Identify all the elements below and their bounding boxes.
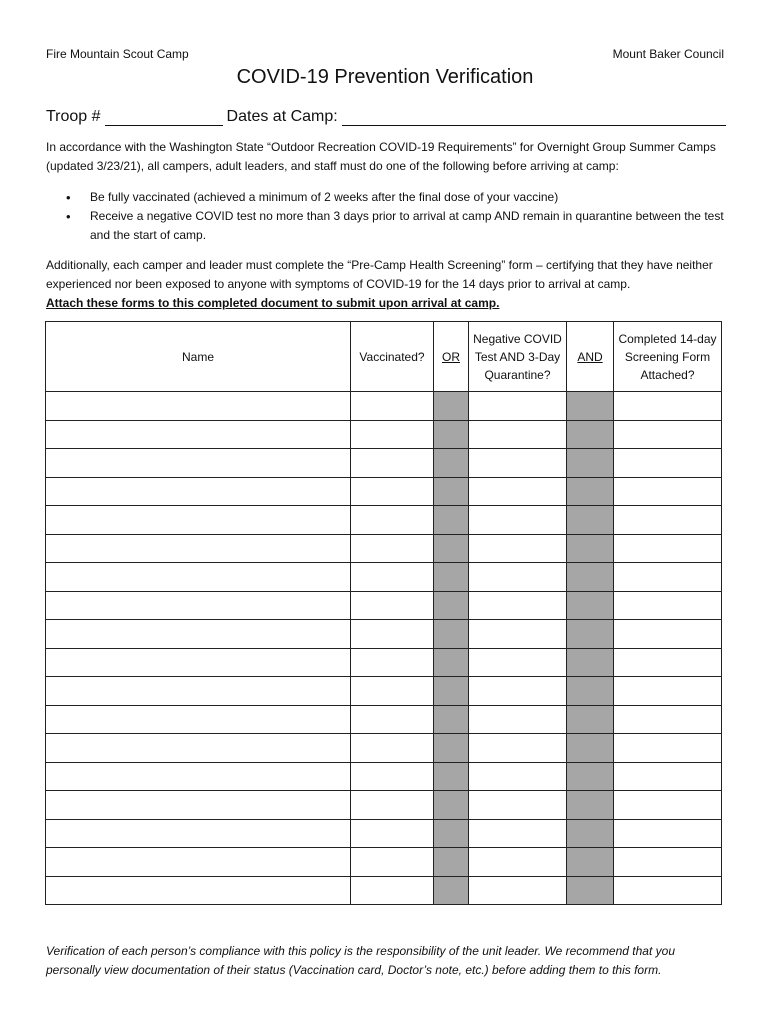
and-separator (567, 762, 614, 791)
and-separator (567, 705, 614, 734)
table-row (46, 705, 722, 734)
negative-test-cell[interactable] (469, 734, 567, 763)
name-cell[interactable] (46, 876, 351, 905)
screening-cell[interactable] (614, 791, 722, 820)
negative-test-cell[interactable] (469, 392, 567, 421)
name-cell[interactable] (46, 477, 351, 506)
name-cell[interactable] (46, 620, 351, 649)
negative-test-cell[interactable] (469, 648, 567, 677)
or-separator (434, 762, 469, 791)
name-cell[interactable] (46, 563, 351, 592)
list-item: • Be fully vaccinated (achieved a minimum of 2 weeks after the final dose of your vaccine) (66, 188, 726, 207)
negative-test-cell[interactable] (469, 591, 567, 620)
and-separator (567, 534, 614, 563)
or-separator (434, 534, 469, 563)
name-cell[interactable] (46, 449, 351, 478)
vaccinated-cell[interactable] (351, 620, 434, 649)
camp-name: Fire Mountain Scout Camp (46, 47, 189, 61)
name-cell[interactable] (46, 648, 351, 677)
and-separator (567, 449, 614, 478)
vaccinated-cell[interactable] (351, 677, 434, 706)
vaccinated-cell[interactable] (351, 392, 434, 421)
vaccinated-cell[interactable] (351, 534, 434, 563)
screening-cell[interactable] (614, 848, 722, 877)
and-separator (567, 791, 614, 820)
or-separator (434, 848, 469, 877)
verification-table (45, 321, 722, 905)
name-cell[interactable] (46, 819, 351, 848)
list-item: • Receive a negative COVID test no more than 3 days prior to arrival at camp AND remain in quarantine between the test and the start of camp. (66, 207, 726, 245)
negative-test-cell[interactable] (469, 705, 567, 734)
vaccinated-cell[interactable] (351, 477, 434, 506)
additional-text: Additionally, each camper and leader must complete the “Pre-Camp Health Screening” form – certifying that they have neither experienced nor been exposed to anyone with symptoms of COVID-19 for the 14 days prior to arrival at camp. (46, 258, 713, 291)
or-separator (434, 392, 469, 421)
table-row (46, 734, 722, 763)
screening-cell[interactable] (614, 534, 722, 563)
table-row (46, 762, 722, 791)
table-row (46, 677, 722, 706)
name-cell[interactable] (46, 791, 351, 820)
table-row (46, 791, 722, 820)
name-cell[interactable] (46, 392, 351, 421)
negative-test-cell[interactable] (469, 791, 567, 820)
vaccinated-cell[interactable] (351, 791, 434, 820)
screening-header: Completed 14-day Screening Form Attached? (614, 322, 722, 392)
footer-note: Verification of each person’s compliance with this policy is the responsibility of the unit leader. We recommend that you personally view documentation of their status (Vaccination card, Doctor’s note, etc.) before adding them to this form. (46, 944, 675, 977)
vaccinated-cell[interactable] (351, 506, 434, 535)
table-row (46, 477, 722, 506)
negative-test-cell[interactable] (469, 677, 567, 706)
negative-test-cell[interactable] (469, 620, 567, 649)
negative-test-cell[interactable] (469, 506, 567, 535)
table-row (46, 648, 722, 677)
screening-cell[interactable] (614, 449, 722, 478)
table-row (46, 620, 722, 649)
attach-note: Attach these forms to this completed document to submit upon arrival at camp. (46, 296, 500, 310)
intro-paragraph: In accordance with the Washington State “Outdoor Recreation COVID-19 Requirements” for Overnight Group Summer Camps (updated 3/23/21), all campers, adult leaders, and staff must do one of the following before arriving at camp: (46, 140, 716, 173)
vaccinated-header: Vaccinated? (351, 322, 434, 392)
and-separator (567, 506, 614, 535)
troop-label: Troop # (46, 108, 101, 125)
vaccinated-cell[interactable] (351, 705, 434, 734)
additional-paragraph (46, 256, 726, 313)
and-header: AND (567, 322, 614, 392)
and-separator (567, 848, 614, 877)
negative-test-cell[interactable] (469, 534, 567, 563)
screening-cell[interactable] (614, 591, 722, 620)
vaccinated-cell[interactable] (351, 449, 434, 478)
and-separator (567, 876, 614, 905)
screening-cell[interactable] (614, 620, 722, 649)
dates-label: Dates at Camp: (226, 108, 338, 125)
screening-cell[interactable] (614, 705, 722, 734)
and-separator (567, 563, 614, 592)
and-separator (567, 591, 614, 620)
screening-cell[interactable] (614, 648, 722, 677)
or-separator (434, 620, 469, 649)
screening-cell[interactable] (614, 677, 722, 706)
dates-at-camp-field[interactable] (342, 110, 726, 126)
name-header: Name (46, 322, 351, 392)
or-separator (434, 677, 469, 706)
table-row (46, 392, 722, 421)
negative-test-header: Negative COVID Test AND 3-Day Quarantine? (469, 322, 567, 392)
requirement-list (66, 188, 726, 245)
table-body (46, 392, 722, 905)
and-separator (567, 819, 614, 848)
or-header: OR (434, 322, 469, 392)
vaccinated-cell[interactable] (351, 420, 434, 449)
and-separator (567, 477, 614, 506)
or-separator (434, 819, 469, 848)
or-separator (434, 791, 469, 820)
or-separator (434, 420, 469, 449)
vaccinated-cell[interactable] (351, 591, 434, 620)
and-separator (567, 677, 614, 706)
or-separator (434, 591, 469, 620)
or-separator (434, 734, 469, 763)
negative-test-cell[interactable] (469, 477, 567, 506)
name-cell[interactable] (46, 591, 351, 620)
or-separator (434, 477, 469, 506)
name-cell[interactable] (46, 848, 351, 877)
screening-cell[interactable] (614, 563, 722, 592)
or-separator (434, 705, 469, 734)
table-row (46, 876, 722, 905)
negative-test-cell[interactable] (469, 420, 567, 449)
or-separator (434, 876, 469, 905)
screening-cell[interactable] (614, 392, 722, 421)
name-cell[interactable] (46, 677, 351, 706)
or-separator (434, 506, 469, 535)
negative-test-cell[interactable] (469, 563, 567, 592)
name-cell[interactable] (46, 762, 351, 791)
table-row (46, 506, 722, 535)
table-row (46, 420, 722, 449)
screening-cell[interactable] (614, 876, 722, 905)
vaccinated-cell[interactable] (351, 848, 434, 877)
screening-cell[interactable] (614, 477, 722, 506)
troop-number-field[interactable] (105, 110, 223, 126)
troop-dates-line (46, 108, 726, 126)
table-row (46, 563, 722, 592)
vaccinated-cell[interactable] (351, 876, 434, 905)
screening-cell[interactable] (614, 762, 722, 791)
vaccinated-cell[interactable] (351, 762, 434, 791)
page-title: COVID-19 Prevention Verification (236, 66, 534, 88)
negative-test-cell[interactable] (469, 819, 567, 848)
screening-cell[interactable] (614, 506, 722, 535)
negative-test-cell[interactable] (469, 876, 567, 905)
and-separator (567, 648, 614, 677)
vaccinated-cell[interactable] (351, 819, 434, 848)
and-separator (567, 420, 614, 449)
screening-cell[interactable] (614, 734, 722, 763)
or-separator (434, 648, 469, 677)
name-cell[interactable] (46, 420, 351, 449)
table-row (46, 819, 722, 848)
or-separator (434, 563, 469, 592)
screening-cell[interactable] (614, 819, 722, 848)
negative-test-cell[interactable] (469, 848, 567, 877)
name-cell[interactable] (46, 705, 351, 734)
or-separator (434, 449, 469, 478)
screening-cell[interactable] (614, 420, 722, 449)
table-row (46, 591, 722, 620)
and-separator (567, 392, 614, 421)
negative-test-cell[interactable] (469, 762, 567, 791)
table-row (46, 534, 722, 563)
vaccinated-cell[interactable] (351, 734, 434, 763)
table-header-row (46, 322, 722, 392)
name-cell[interactable] (46, 506, 351, 535)
and-separator (567, 620, 614, 649)
table-row (46, 449, 722, 478)
vaccinated-cell[interactable] (351, 648, 434, 677)
vaccinated-cell[interactable] (351, 563, 434, 592)
table-row (46, 848, 722, 877)
and-separator (567, 734, 614, 763)
negative-test-cell[interactable] (469, 449, 567, 478)
council-name: Mount Baker Council (612, 47, 724, 61)
name-cell[interactable] (46, 734, 351, 763)
name-cell[interactable] (46, 534, 351, 563)
